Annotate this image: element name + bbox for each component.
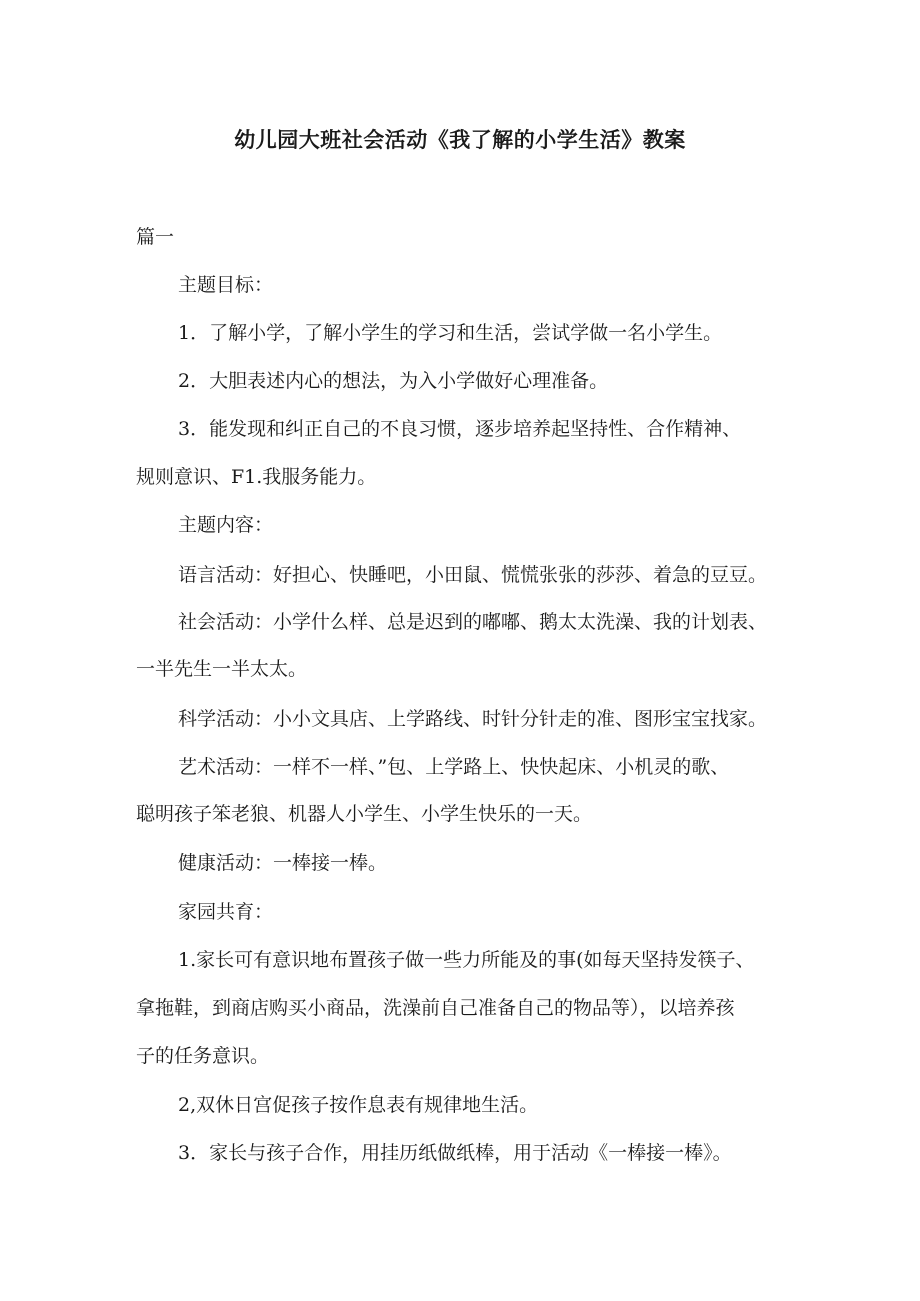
paragraph-line: 拿拖鞋，到商店购买小商品，洗澡前自己准备自己的物品等），以培养孩 [136, 997, 735, 1019]
paragraph-line: 1．了解小学，了解小学生的学习和生活，尝试学做一名小学生。 [178, 322, 723, 344]
document-title: 幼儿园大班社会活动《我了解的小学生活》教案 [234, 128, 686, 152]
paragraph-line: 主题目标： [178, 274, 274, 296]
section-heading: 篇一 [136, 226, 175, 248]
paragraph-line: 3．家长与孩子合作，用挂历纸做纸棒，用于活动《一棒接一棒》。 [178, 1142, 732, 1164]
paragraph-line: 语言活动：好担心、快睡吧，小田鼠、慌慌张张的莎莎、着急的豆豆。 [178, 564, 768, 586]
paragraph-line: 社会活动：小学什么样、总是迟到的嘟嘟、鹅太太洗澡、我的计划表、 [178, 611, 768, 633]
paragraph-line: 1.家长可有意识地布置孩子做一些力所能及的事(如每天坚持发筷子、 [178, 949, 755, 971]
paragraph-line: 一半先生一半太太。 [136, 658, 308, 680]
paragraph-line: 主题内容： [178, 514, 274, 536]
paragraph-line: 2．大胆表述内心的想法，为入小学做好心理准备。 [178, 370, 609, 392]
paragraph-line: 艺术活动：一样不一样、”包、上学路上、快快起床、小机灵的歌、 [178, 756, 730, 778]
paragraph-line: 规则意识、F1.我服务能力。 [136, 466, 377, 488]
paragraph-line: 3．能发现和纠正自己的不良习惯，逐步培养起坚持性、合作精神、 [178, 418, 742, 440]
paragraph-line: 家园共育： [178, 901, 274, 923]
paragraph-line: 聪明孩子笨老狼、机器人小学生、小学生快乐的一天。 [136, 803, 593, 825]
paragraph-line: 科学活动：小小文具店、上学路线、时针分针走的准、图形宝宝找家。 [178, 708, 768, 730]
paragraph-line: 健康活动：一棒接一棒。 [178, 852, 388, 874]
paragraph-line: 2,双休日宫促孩子按作息表有规律地生活。 [178, 1094, 539, 1116]
paragraph-line: 子的任务意识。 [136, 1045, 270, 1067]
